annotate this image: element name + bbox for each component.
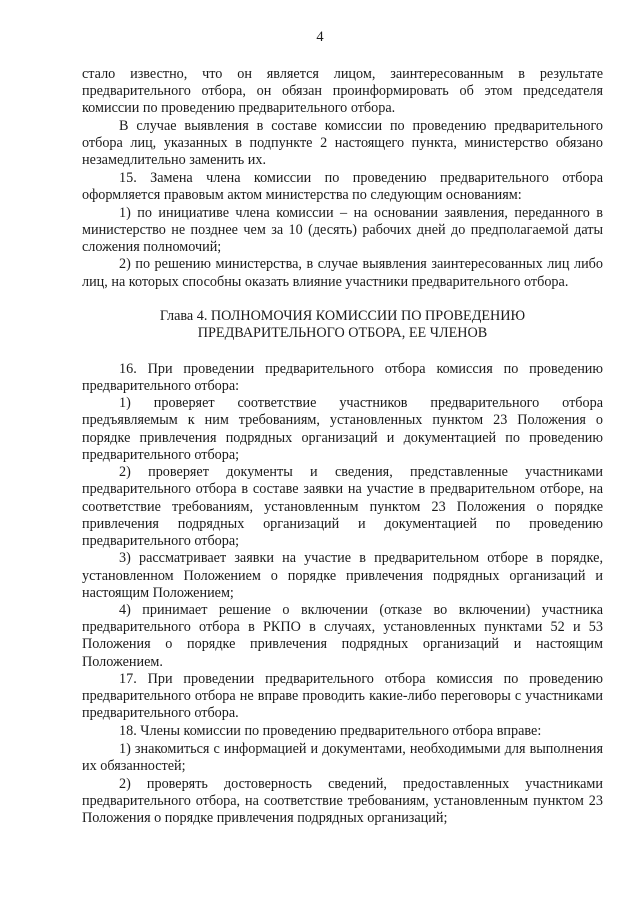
page-number: 4 bbox=[316, 29, 324, 45]
paragraph-15-item-1: 1) по инициативе члена комиссии – на основании заявления, переданного в министерство не позднее чем за 10 (десять) рабочих дней до предполагаемой даты сложения полномочий; bbox=[82, 204, 603, 255]
chapter-heading bbox=[82, 308, 603, 343]
paragraph-15-item-2: 2) по решению министерства, в случае выявления заинтересованных лиц либо лиц, на которых способны оказать влияние участники предварительного отбора. bbox=[82, 256, 603, 290]
paragraph-16: 16. При проведении предварительного отбора комиссия по проведению предварительного отбора: bbox=[82, 360, 603, 394]
paragraph-16-item-4: 4) принимает решение о включении (отказе во включении) участника предварительного отбора в РКПО в случаях, установленных пунктами 52 и 53 Положения о порядке привлечения подрядных организаций и настоящим Положением. bbox=[82, 602, 603, 670]
paragraph-16-item-1: 1) проверяет соответствие участников предварительного отбора предъявляемым к ним требованиям, установленных пунктом 23 Положения о порядке привлечения подрядных организаций и документацией по проведению предварительного отбора; bbox=[82, 395, 603, 463]
paragraph-continuation: стало известно, что он является лицом, заинтересованным в результате предварительного отбора, он обязан проинформировать об этом председателя комиссии по проведению предварительного отбора. bbox=[82, 66, 603, 117]
chapter-heading-line-1: Глава 4. ПОЛНОМОЧИЯ КОМИССИИ ПО ПРОВЕДЕНИЮ bbox=[159, 307, 526, 324]
chapter-heading-line-2: ПРЕДВАРИТЕЛЬНОГО ОТБОРА, ЕЕ ЧЛЕНОВ bbox=[197, 325, 488, 342]
paragraph-18-item-2: 2) проверять достоверность сведений, предоставленных участниками предварительного отбора, на соответствие требованиям, установленным пунктом 23 Положения о порядке привлечения подрядных организаций; bbox=[82, 775, 603, 826]
paragraph-18: 18. Члены комиссии по проведению предварительного отбора вправе: bbox=[119, 723, 542, 740]
paragraph-replacement: В случае выявления в составе комиссии по проведению предварительного отбора лиц, указанных в подпункте 2 настоящего пункта, министерство обязано незамедлительно заменить их. bbox=[82, 117, 603, 169]
paragraph-15: 15. Замена члена комиссии по проведению предварительного отбора оформляется правовым актом министерства по следующим основаниям: bbox=[82, 169, 603, 203]
paragraph-16-item-3: 3) рассматривает заявки на участие в предварительном отборе в порядке, установленном Положением о порядке привлечения подрядных организаций и настоящим Положением; bbox=[82, 550, 603, 601]
paragraph-17: 17. При проведении предварительного отбора комиссия по проведению предварительного отбора не вправе проводить какие-либо переговоры с участниками предварительного отбора. bbox=[82, 671, 603, 722]
paragraph-16-item-2: 2) проверяет документы и сведения, представленные участниками предварительного отбора в составе заявки на участие в предварительном отборе, на соответствие требованиям, установленным пунктом 23 Положения о порядке привлечения подрядных организаций и документацией по проведению предварительного отбора; bbox=[82, 464, 603, 549]
document-body bbox=[82, 66, 603, 827]
paragraph-18-item-1: 1) знакомиться с информацией и документами, необходимыми для выполнения их обязанностей; bbox=[82, 740, 603, 774]
